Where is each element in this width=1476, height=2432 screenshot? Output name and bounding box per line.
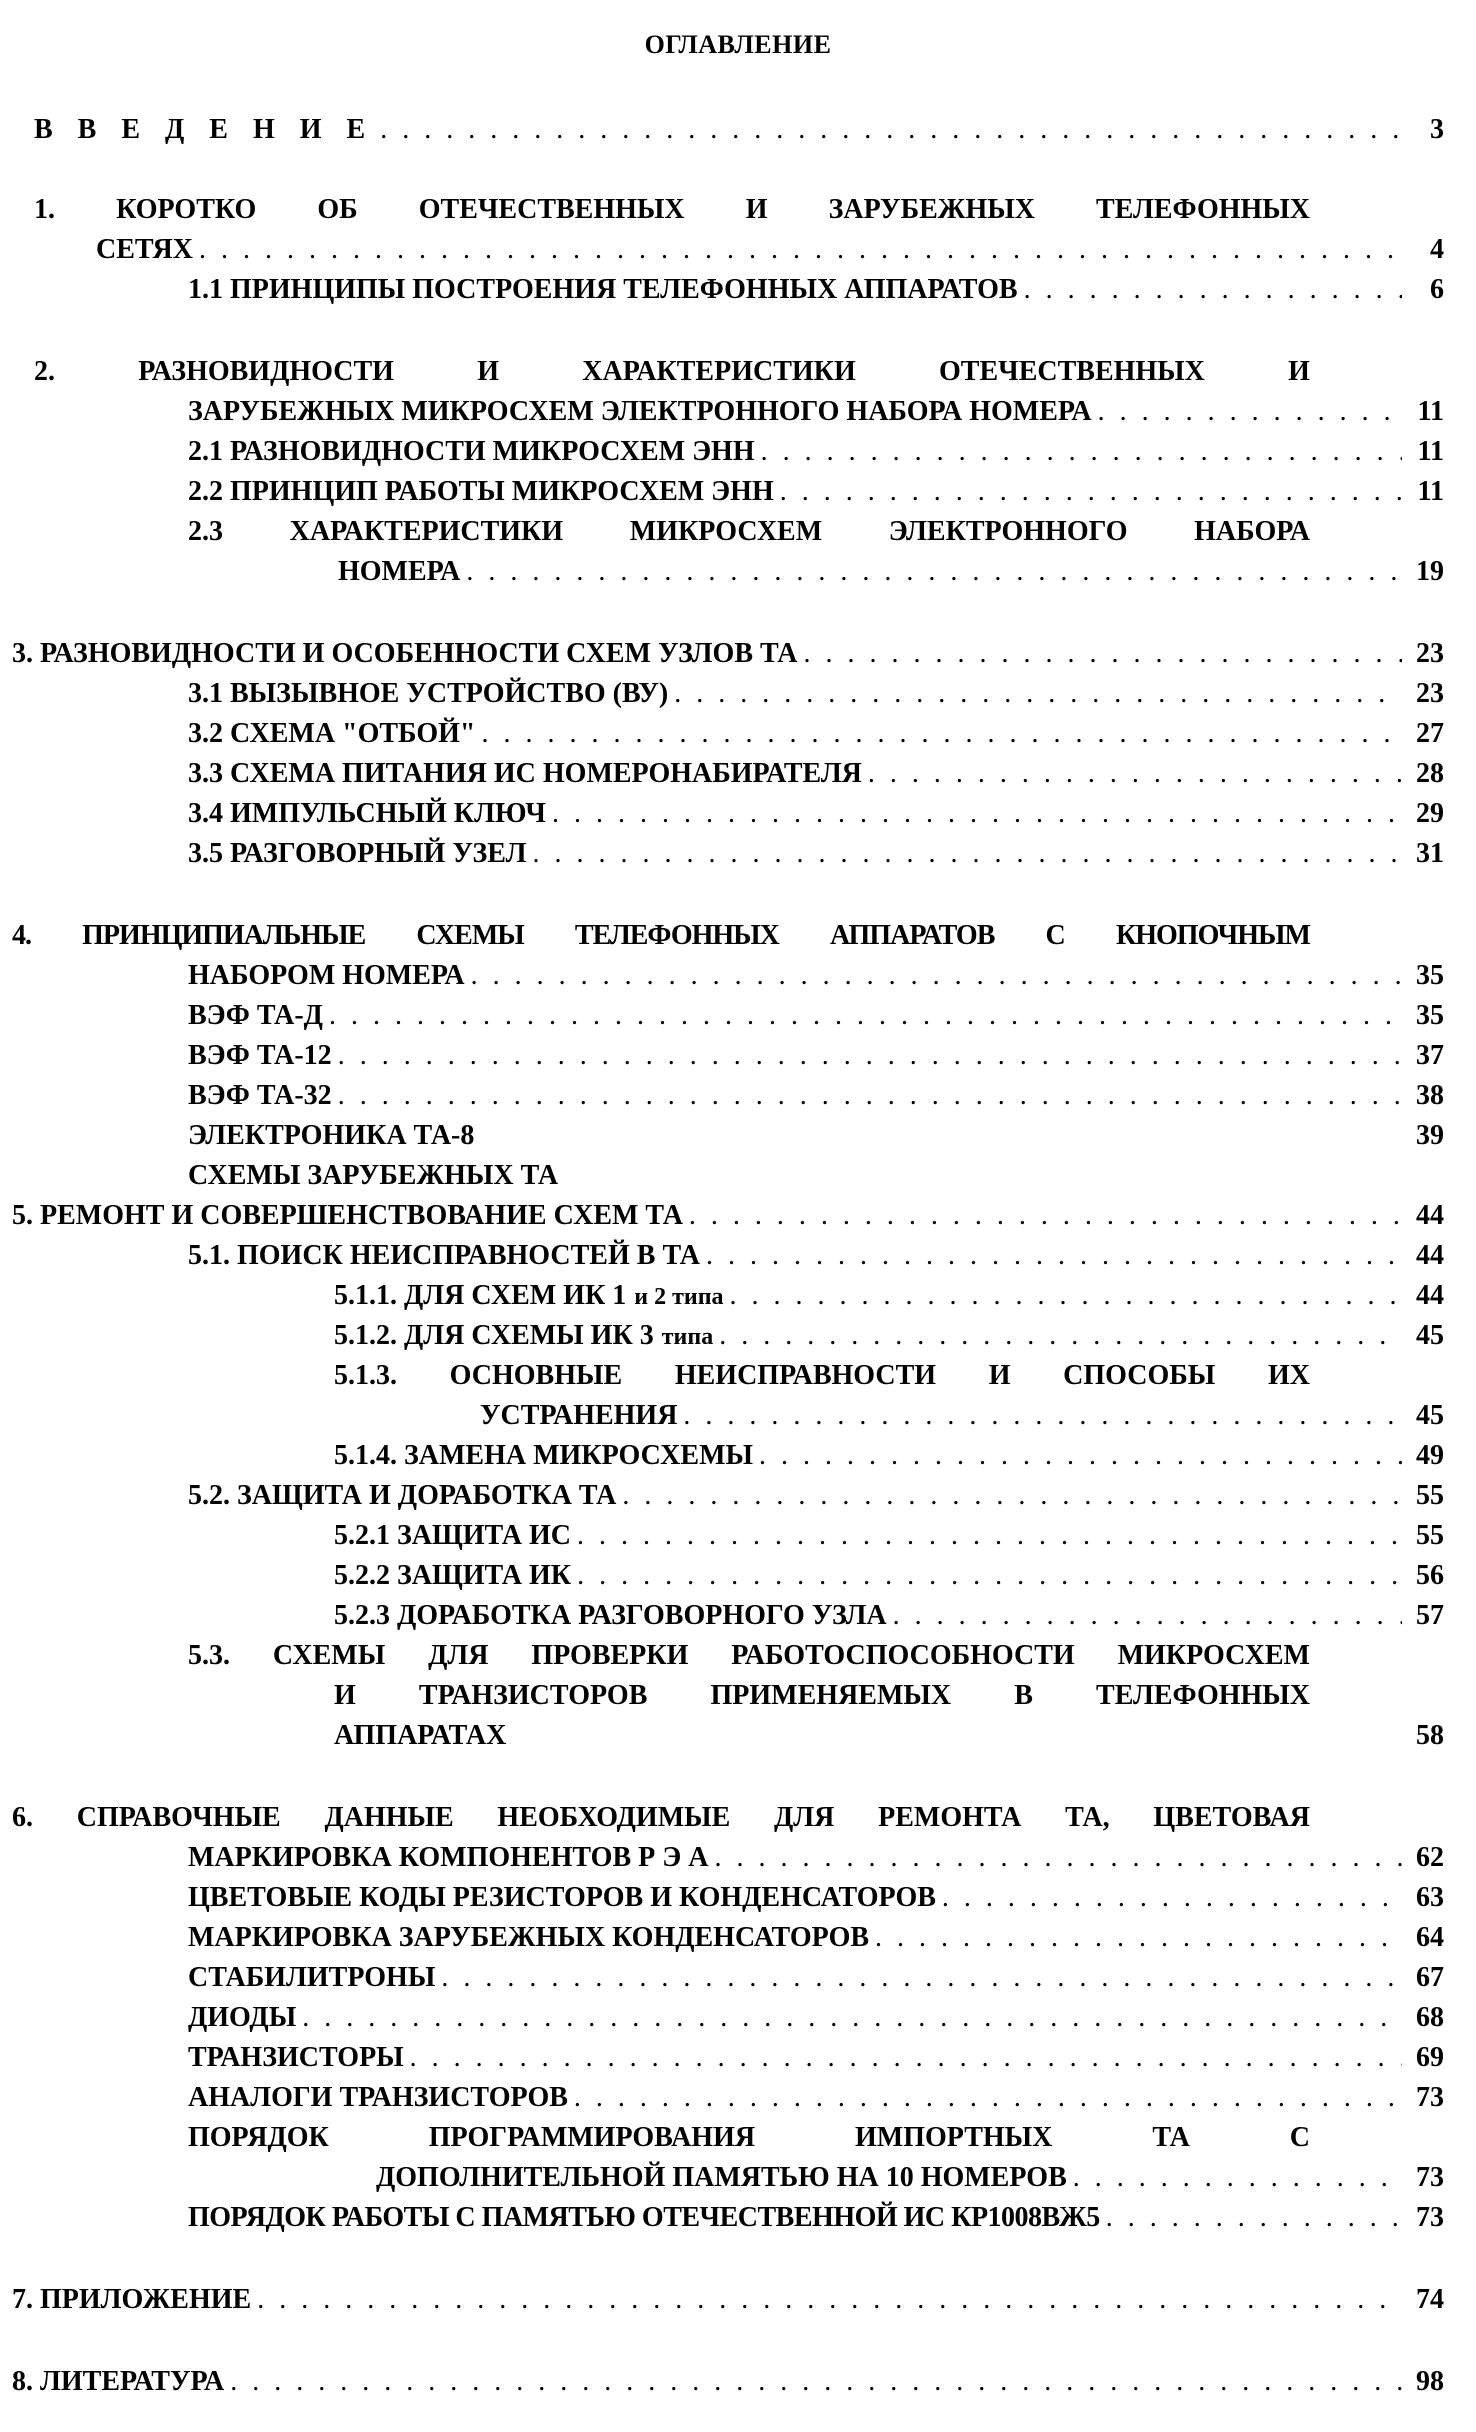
toc-word: 2.3 xyxy=(188,516,223,547)
toc-word: В xyxy=(1014,1680,1033,1711)
toc-word: ДЛЯ xyxy=(774,1802,835,1833)
toc-page-number: 6 xyxy=(1430,274,1444,305)
toc-page-number: 68 xyxy=(1416,2002,1444,2033)
dot-leader xyxy=(780,472,1402,512)
toc-word: ТЕЛЕФОННЫХ xyxy=(574,920,779,951)
toc-entry-section-5-1-4 xyxy=(334,1436,1444,1476)
toc-entry-continuation xyxy=(188,1636,1310,1676)
toc-entry-section-5 xyxy=(12,1196,1444,1236)
dot-leader xyxy=(719,1316,1402,1356)
toc-entry-text: СЕТЯХ xyxy=(96,234,193,265)
toc-page-number: 74 xyxy=(1416,2284,1444,2315)
toc-entry-continuation xyxy=(34,352,1310,392)
toc-entry-text: 3.5 РАЗГОВОРНЫЙ УЗЕЛ xyxy=(188,838,527,869)
toc-word: 5.1.3. xyxy=(334,1360,397,1391)
toc-entry-continuation xyxy=(34,190,1310,230)
toc-entry-section-3-2 xyxy=(188,714,1444,754)
toc-entry-text: 5.1.2. ДЛЯ СХЕМЫ ИК 3 xyxy=(334,1320,654,1351)
toc-entry-text: НОМЕРА xyxy=(338,556,461,587)
toc-entry-text: ЭЛЕКТРОНИКА ТА-8 xyxy=(188,1120,475,1151)
toc-entry-text: 3.4 ИМПУЛЬСНЫЙ КЛЮЧ xyxy=(188,798,546,829)
toc-entry-text: 5. РЕМОНТ И СОВЕРШЕНСТВОВАНИЕ СХЕМ ТА xyxy=(12,1200,683,1231)
toc-word: СПОСОБЫ xyxy=(1063,1360,1216,1391)
toc-page-number: 23 xyxy=(1416,678,1444,709)
toc-entry-text: МАРКИРОВКА ЗАРУБЕЖНЫХ КОНДЕНСАТОРОВ xyxy=(188,1922,870,1953)
toc-entry-first-line xyxy=(188,512,1310,552)
toc-page-number: 44 xyxy=(1416,1200,1444,1231)
toc-entry-section-5-1 xyxy=(188,1236,1444,1276)
toc-word: РАЗНОВИДНОСТИ xyxy=(138,356,394,387)
toc-word: 5.3. xyxy=(188,1640,230,1671)
toc-entry-text: 3.2 СХЕМА "ОТБОЙ" xyxy=(188,718,476,749)
toc-entry-text: 8. ЛИТЕРАТУРА xyxy=(12,2366,225,2397)
toc-entry-text: ЦВЕТОВЫЕ КОДЫ РЕЗИСТОРОВ И КОНДЕНСАТОРОВ xyxy=(188,1882,936,1913)
toc-word: МИКРОСХЕМ xyxy=(1117,1640,1310,1671)
toc-page-number: 31 xyxy=(1416,838,1444,869)
dot-leader xyxy=(329,996,1402,1036)
dot-leader xyxy=(441,1958,1402,1998)
toc-page-number: 35 xyxy=(1416,1000,1444,1031)
toc-entry-section-2 xyxy=(188,392,1444,432)
toc-word: ПРИНЦИПИАЛЬНЫЕ xyxy=(82,920,366,951)
toc-entry-section-5-1-1 xyxy=(334,1276,1444,1316)
toc-page-number: 58 xyxy=(1416,1720,1444,1751)
dot-leader xyxy=(481,714,1402,754)
toc-entry-first-line xyxy=(12,916,1310,956)
toc-entry-text: УСТРАНЕНИЯ xyxy=(480,1400,678,1431)
toc-entry-vef-ta-32 xyxy=(188,1076,1444,1116)
toc-word: 6. xyxy=(12,1802,33,1833)
dot-leader xyxy=(804,634,1403,674)
dot-leader xyxy=(471,956,1402,996)
toc-page-number: 44 xyxy=(1416,1280,1444,1311)
toc-page-number: 19 xyxy=(1416,556,1444,587)
toc-entry-section-5-2 xyxy=(188,1476,1444,1516)
toc-word: НЕИСПРАВНОСТИ xyxy=(674,1360,937,1391)
toc-page-number: 73 xyxy=(1416,2162,1444,2193)
toc-entry-section-1-1 xyxy=(188,270,1444,310)
toc-entry-foreign-ta xyxy=(188,1156,1444,1196)
toc-page-number: 73 xyxy=(1416,2082,1444,2113)
toc-entry-text: 5.2.3 ДОРАБОТКА РАЗГОВОРНОГО УЗЛА xyxy=(334,1600,887,1631)
toc-word: ХАРАКТЕРИСТИКИ xyxy=(582,356,856,387)
toc-entry-text: ЗАРУБЕЖНЫХ МИКРОСХЕМ ЭЛЕКТРОННОГО НАБОРА НОМЕРА xyxy=(188,396,1092,427)
dot-leader xyxy=(689,1196,1402,1236)
dot-leader xyxy=(338,1076,1402,1116)
toc-page-number: 11 xyxy=(1417,476,1444,507)
toc-entry-elektronika-ta-8 xyxy=(188,1116,1444,1156)
toc-entry-transistor-analogs xyxy=(188,2078,1444,2118)
toc-entry-text: АНАЛОГИ ТРАНЗИСТОРОВ xyxy=(188,2082,568,2113)
toc-word: МИКРОСХЕМ xyxy=(629,516,823,547)
toc-entry-text: ВЭФ ТА-12 xyxy=(188,1040,332,1071)
toc-page-number: 55 xyxy=(1416,1480,1444,1511)
toc-entry-section-6 xyxy=(188,1838,1444,1878)
toc-word: ДАННЫЕ xyxy=(324,1802,454,1833)
toc-entry-section-5-3 xyxy=(334,1716,1444,1756)
toc-entry-section-7 xyxy=(12,2280,1444,2320)
toc-entry-section-3-4 xyxy=(188,794,1444,834)
toc-word: ОБ xyxy=(317,194,358,225)
dot-leader xyxy=(674,674,1402,714)
toc-page-number: 56 xyxy=(1416,1560,1444,1591)
dot-leader xyxy=(532,834,1402,874)
toc-entry-first-line xyxy=(34,190,1310,230)
toc-entry-text: 5.2.2 ЗАЩИТА ИК xyxy=(334,1560,572,1591)
toc-entry-text: 7. ПРИЛОЖЕНИЕ xyxy=(12,2284,252,2315)
toc-entry-vef-ta-d xyxy=(188,996,1444,1036)
dot-leader xyxy=(714,1838,1402,1878)
toc-word: ИХ xyxy=(1267,1360,1310,1391)
toc-word: ТА, xyxy=(1065,1802,1110,1833)
toc-entry-text-suffix: и 2 типа xyxy=(634,1284,724,1310)
dot-leader xyxy=(552,794,1402,834)
dot-leader xyxy=(574,2078,1402,2118)
toc-page-number: 3 xyxy=(1430,114,1444,145)
toc-entry-text: 5.2. ЗАЩИТА И ДОРАБОТКА ТА xyxy=(188,1480,617,1511)
toc-page-number: 49 xyxy=(1416,1440,1444,1471)
toc-word: РАБОТОСПОСОБНОСТИ xyxy=(731,1640,1075,1671)
toc-word: КНОПОЧНЫМ xyxy=(1115,920,1310,951)
toc-entry-continuation xyxy=(188,512,1310,552)
toc-entry-section-2-1 xyxy=(188,432,1444,472)
toc-entry-text: ДОПОЛНИТЕЛЬНОЙ ПАМЯТЬЮ НА 10 НОМЕРОВ xyxy=(376,2162,1067,2193)
toc-entry-text: 3.1 ВЫЗЫВНОЕ УСТРОЙСТВО (ВУ) xyxy=(188,678,669,709)
dot-leader xyxy=(338,1036,1402,1076)
toc-word: 4. xyxy=(12,920,31,951)
toc-word: С xyxy=(1289,2122,1310,2153)
toc-word: И xyxy=(988,1360,1011,1391)
toc-page-number: 11 xyxy=(1417,436,1444,467)
toc-word: И xyxy=(1288,356,1310,387)
dot-leader xyxy=(380,110,1402,150)
toc-entry-section-5-1-2 xyxy=(334,1316,1444,1356)
toc-entry-introduction xyxy=(34,110,1444,150)
toc-entry-section-3-1 xyxy=(188,674,1444,714)
dot-leader xyxy=(302,1998,1402,2038)
dot-leader xyxy=(1024,270,1402,310)
toc-entry-section-4 xyxy=(188,956,1444,996)
toc-entry-continuation xyxy=(188,2118,1310,2158)
toc-entry-section-5-1-3 xyxy=(480,1396,1444,1436)
toc-word: ОТЕЧЕСТВЕННЫХ xyxy=(939,356,1205,387)
dot-leader xyxy=(875,1918,1402,1958)
toc-page-number: 35 xyxy=(1416,960,1444,991)
toc-entry-text: ПОРЯДОК РАБОТЫ С ПАМЯТЬЮ ОТЕЧЕСТВЕННОЙ ИС КР1008ВЖ5 xyxy=(188,2202,1100,2233)
page-title: ОГЛАВЛЕНИЕ xyxy=(644,30,832,59)
toc-entry-text: 3. РАЗНОВИДНОСТИ И ОСОБЕННОСТИ СХЕМ УЗЛОВ ТА xyxy=(12,638,798,669)
toc-entry-text: 3.3 СХЕМА ПИТАНИЯ ИС НОМЕРОНАБИРАТЕЛЯ xyxy=(188,758,862,789)
toc-entry-continuation xyxy=(334,1676,1310,1716)
dot-leader xyxy=(761,432,1402,472)
toc-page-number: 98 xyxy=(1416,2366,1444,2397)
toc-word: И xyxy=(477,356,499,387)
toc-word: ТА xyxy=(1152,2122,1190,2153)
toc-entry-zener-diodes xyxy=(188,1958,1444,1998)
toc-page-number: 39 xyxy=(1416,1120,1444,1151)
toc-entry-section-3-3 xyxy=(188,754,1444,794)
toc-word: 1. xyxy=(34,194,55,225)
dot-leader xyxy=(868,754,1402,794)
toc-entry-first-line xyxy=(34,352,1310,392)
dot-leader xyxy=(577,1556,1402,1596)
toc-word: ДЛЯ xyxy=(428,1640,489,1671)
toc-page-number: 29 xyxy=(1416,798,1444,829)
dot-leader xyxy=(257,2280,1402,2320)
toc-page-number: 63 xyxy=(1416,1882,1444,1913)
toc-word: НЕОБХОДИМЫЕ xyxy=(497,1802,731,1833)
dot-leader xyxy=(1098,392,1402,432)
toc-page-number: 55 xyxy=(1416,1520,1444,1551)
toc-entry-text: СХЕМЫ ЗАРУБЕЖНЫХ ТА xyxy=(188,1160,559,1191)
toc-page-number: 57 xyxy=(1416,1600,1444,1631)
toc-page-number: 28 xyxy=(1416,758,1444,789)
toc-page-number: 11 xyxy=(1417,396,1444,427)
toc-page-number: 67 xyxy=(1416,1962,1444,1993)
toc-entry-second-line xyxy=(334,1676,1310,1716)
toc-entry-section-3 xyxy=(12,634,1444,674)
toc-entry-text: В В Е Д Е Н И Е xyxy=(34,114,375,145)
toc-entry-text: ВЭФ ТА-Д xyxy=(188,1000,323,1031)
toc-entry-text: 5.2.1 ЗАЩИТА ИС xyxy=(334,1520,572,1551)
toc-entry-text: МАРКИРОВКА КОМПОНЕНТОВ Р Э А xyxy=(188,1842,709,1873)
toc-entry-section-5-2-3 xyxy=(334,1596,1444,1636)
toc-word: 2. xyxy=(34,356,55,387)
toc-page-number: 45 xyxy=(1416,1320,1444,1351)
toc-page-number: 23 xyxy=(1416,638,1444,669)
toc-word: НАБОРА xyxy=(1194,516,1310,547)
toc-word: СПРАВОЧНЫЕ xyxy=(76,1802,281,1833)
toc-entry-continuation xyxy=(334,1356,1310,1396)
toc-word: ТЕЛЕФОННЫХ xyxy=(1096,194,1310,225)
dot-leader xyxy=(942,1878,1402,1918)
toc-entry-programming xyxy=(376,2158,1444,2198)
toc-page-number: 4 xyxy=(1430,234,1444,265)
toc-entry-text: 5.1.1. ДЛЯ СХЕМ ИК 1 xyxy=(334,1280,627,1311)
dot-leader xyxy=(1106,2198,1402,2238)
toc-page-number: 44 xyxy=(1416,1240,1444,1271)
dot-leader xyxy=(199,230,1402,270)
dot-leader xyxy=(706,1236,1402,1276)
toc-page-number: 73 xyxy=(1416,2202,1444,2233)
toc-entry-text: 5.1.4. ЗАМЕНА МИКРОСХЕМЫ xyxy=(334,1440,753,1471)
toc-entry-text: ВЭФ ТА-32 xyxy=(188,1080,332,1111)
toc-entry-section-5-2-2 xyxy=(334,1556,1444,1596)
toc-page-number: 37 xyxy=(1416,1040,1444,1071)
toc-word: ПРОГРАММИРОВАНИЯ xyxy=(428,2122,756,2153)
dot-leader xyxy=(577,1516,1402,1556)
toc-entry-text: СТАБИЛИТРОНЫ xyxy=(188,1962,436,1993)
toc-entry-text: 5.1. ПОИСК НЕИСПРАВНОСТЕЙ В ТА xyxy=(188,1240,700,1271)
toc-word: ПОРЯДОК xyxy=(188,2122,329,2153)
dot-leader xyxy=(622,1476,1402,1516)
toc-word: ЗАРУБЕЖНЫХ xyxy=(828,194,1035,225)
toc-word: РЕМОНТА xyxy=(878,1802,1022,1833)
toc-entry-text: ТРАНЗИСТОРЫ xyxy=(188,2042,404,2073)
toc-entry-text: АППАРАТАХ xyxy=(334,1720,507,1751)
toc-word: СХЕМЫ xyxy=(272,1640,386,1671)
toc-page-number: 38 xyxy=(1416,1080,1444,1111)
dot-leader xyxy=(230,2362,1402,2402)
dot-leader xyxy=(759,1436,1402,1476)
dot-leader xyxy=(893,1596,1402,1636)
dot-leader xyxy=(1073,2158,1402,2198)
toc-entry-color-codes xyxy=(188,1878,1444,1918)
toc-word: И xyxy=(334,1680,356,1711)
toc-page-number: 45 xyxy=(1416,1400,1444,1431)
toc-entry-first-line xyxy=(188,1636,1310,1676)
toc-word: ОСНОВНЫЕ xyxy=(449,1360,623,1391)
toc-word: ОТЕЧЕСТВЕННЫХ xyxy=(418,194,685,225)
toc-word: ПРИМЕНЯЕМЫХ xyxy=(710,1680,952,1711)
toc-entry-section-1 xyxy=(96,230,1444,270)
toc-word: ХАРАКТЕРИСТИКИ xyxy=(289,516,564,547)
toc-word: С xyxy=(1045,920,1065,951)
toc-entry-continuation xyxy=(12,1798,1310,1838)
toc-entry-continuation xyxy=(12,916,1310,956)
toc-entry-first-line xyxy=(188,2118,1310,2158)
toc-word: ЭЛЕКТРОННОГО xyxy=(888,516,1128,547)
toc-entry-vef-ta-12 xyxy=(188,1036,1444,1076)
toc-entry-section-3-5 xyxy=(188,834,1444,874)
dot-leader xyxy=(683,1396,1402,1436)
toc-word: СХЕМЫ xyxy=(416,920,524,951)
toc-entry-text: НАБОРОМ НОМЕРА xyxy=(188,960,465,991)
toc-word: И xyxy=(745,194,768,225)
toc-page-number: 69 xyxy=(1416,2042,1444,2073)
toc-entry-section-8 xyxy=(12,2362,1444,2402)
toc-word: ТРАНЗИСТОРОВ xyxy=(418,1680,648,1711)
toc-page-number: 27 xyxy=(1416,718,1444,749)
toc-word: ЦВЕТОВАЯ xyxy=(1153,1802,1310,1833)
toc-entry-section-2-2 xyxy=(188,472,1444,512)
toc-word: ИМПОРТНЫХ xyxy=(855,2122,1053,2153)
toc-entry-text: ДИОДЫ xyxy=(188,2002,297,2033)
toc-entry-memory-ic xyxy=(188,2198,1444,2238)
toc-entry-first-line xyxy=(12,1798,1310,1838)
toc-word: АППАРАТОВ xyxy=(830,920,995,951)
toc-entry-transistors xyxy=(188,2038,1444,2078)
dot-leader xyxy=(466,552,1402,592)
toc-entry-text: 2.1 РАЗНОВИДНОСТИ МИКРОСХЕМ ЭНН xyxy=(188,436,755,467)
toc-page-number: 64 xyxy=(1416,1922,1444,1953)
toc-entry-capacitor-marking xyxy=(188,1918,1444,1958)
toc-word: КОРОТКО xyxy=(116,194,257,225)
toc-word: ПРОВЕРКИ xyxy=(531,1640,689,1671)
toc-entry-text-suffix: типа xyxy=(661,1324,714,1350)
toc-entry-text: 1.1 ПРИНЦИПЫ ПОСТРОЕНИЯ ТЕЛЕФОННЫХ АППАРАТОВ xyxy=(188,274,1018,305)
toc-entry-diodes xyxy=(188,1998,1444,2038)
toc-word: ТЕЛЕФОННЫХ xyxy=(1096,1680,1310,1711)
toc-entry-section-2-3 xyxy=(338,552,1444,592)
toc-entry-first-line xyxy=(334,1356,1310,1396)
toc-entry-section-5-2-1 xyxy=(334,1516,1444,1556)
dot-leader xyxy=(410,2038,1402,2078)
dot-leader xyxy=(730,1276,1402,1316)
toc-entry-text: 2.2 ПРИНЦИП РАБОТЫ МИКРОСХЕМ ЭНН xyxy=(188,476,774,507)
toc-page-number: 62 xyxy=(1416,1842,1444,1873)
